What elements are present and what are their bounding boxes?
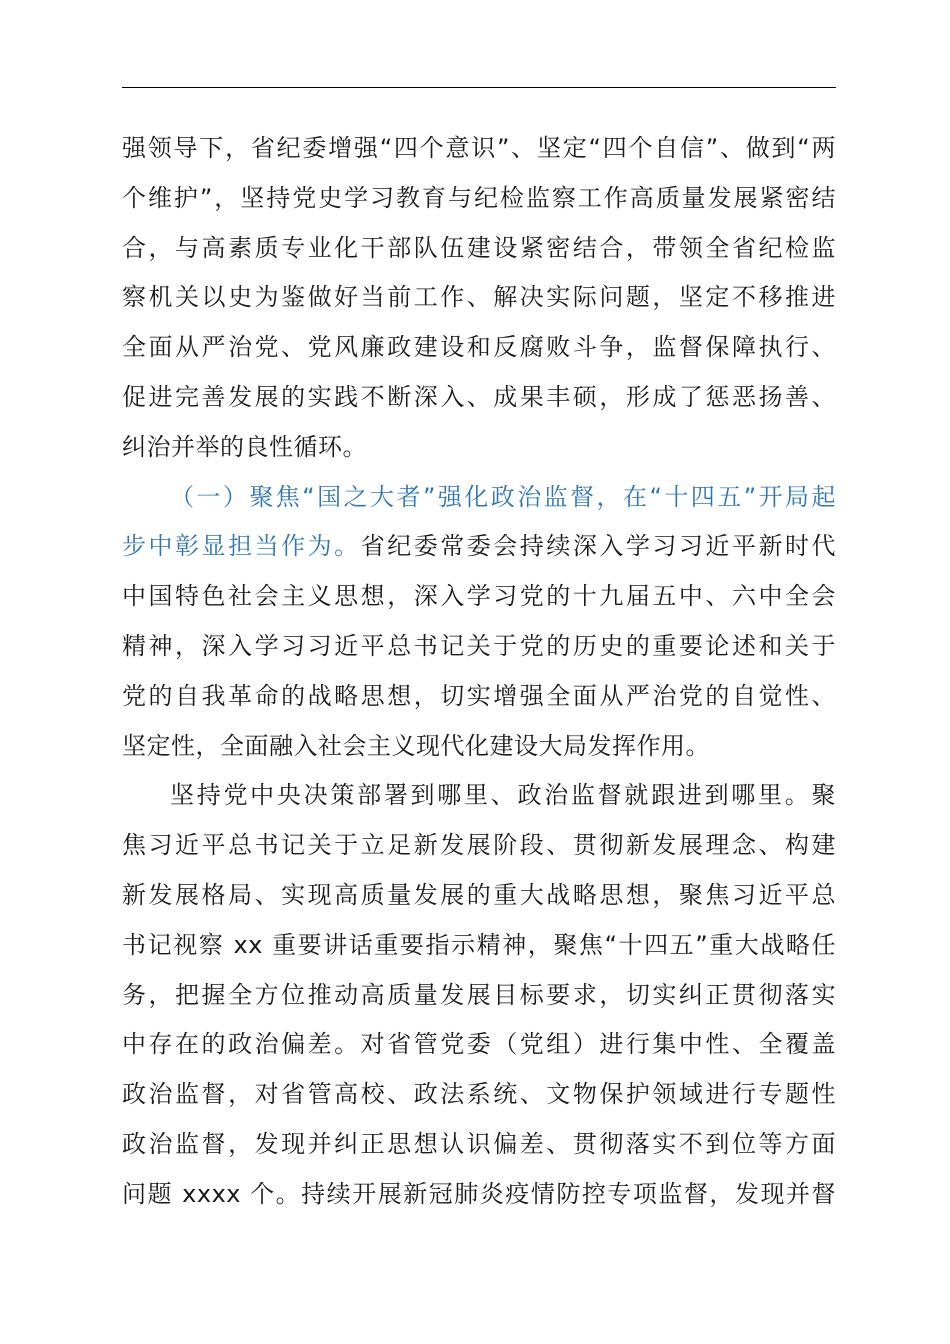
text-line: 个维护”，坚持党史学习教育与纪检监察工作高质量发展紧密结: [122, 183, 836, 212]
text-line: 新发展格局、实现高质量发展的重大战略思想，聚焦习近平总: [122, 880, 836, 909]
text-line: 合，与高素质专业化干部队伍建设紧密结合，带领全省纪检监: [122, 233, 836, 262]
text-line: 坚定性，全面融入社会主义现代化建设大局发挥作用。: [122, 731, 710, 760]
section-heading: （一）聚焦“国之大者”强化政治监督，在“十四五”开局起: [170, 482, 836, 511]
text-line: 坚持党中央决策部署到哪里、政治监督就跟进到哪里。聚: [170, 781, 836, 810]
text-line: [122, 522, 836, 572]
text-line: 问题 xxxx 个。持续开展新冠肺炎疫情防控专项监督，发现并督: [122, 1179, 836, 1208]
text-line: 政治监督，发现并纠正思想认识偏差、贯彻落实不到位等方面: [122, 1129, 836, 1158]
text-line: 政治监督，对省管高校、政法系统、文物保护领域进行专题性: [122, 1080, 836, 1109]
text-line: 纠治并举的良性循环。: [122, 432, 367, 461]
paragraph: [122, 473, 836, 772]
document-body: [122, 124, 836, 1220]
text-line: 促进完善发展的实践不断深入、成果丰硕，形成了惩恶扬善、: [122, 382, 836, 411]
header-rule: [122, 87, 836, 88]
text-line: 强领导下，省纪委增强“四个意识”、坚定“四个自信”、做到“两: [122, 134, 836, 162]
paragraph: [122, 124, 836, 473]
text-line: 中国特色社会主义思想，深入学习党的十九届五中、六中全会: [122, 582, 836, 611]
section-heading-end: 步中彰显担当作为。: [122, 532, 361, 561]
text-span: 省纪委常委会持续深入学习习近平新时代: [360, 532, 837, 561]
text-line: 全面从严治党、党风廉政建设和反腐败斗争，监督保障执行、: [122, 333, 836, 362]
paragraph: [122, 771, 836, 1219]
text-line: 中存在的政治偏差。对省管党委（党组）进行集中性、全覆盖: [122, 1030, 836, 1059]
text-line: 书记视察 xx 重要讲话重要指示精神，聚焦“十四五”重大战略任: [122, 930, 836, 959]
text-line: 务，把握全方位推动高质量发展目标要求，切实纠正贯彻落实: [122, 980, 836, 1009]
text-line: 精神，深入学习习近平总书记关于党的历史的重要论述和关于: [122, 631, 836, 660]
text-line: 察机关以史为鉴做好当前工作、解决实际问题，坚定不移推进: [122, 283, 836, 312]
text-line: 党的自我革命的战略思想，切实增强全面从严治党的自觉性、: [122, 681, 836, 710]
text-line: 焦习近平总书记关于立足新发展阶段、贯彻新发展理念、构建: [122, 831, 836, 860]
